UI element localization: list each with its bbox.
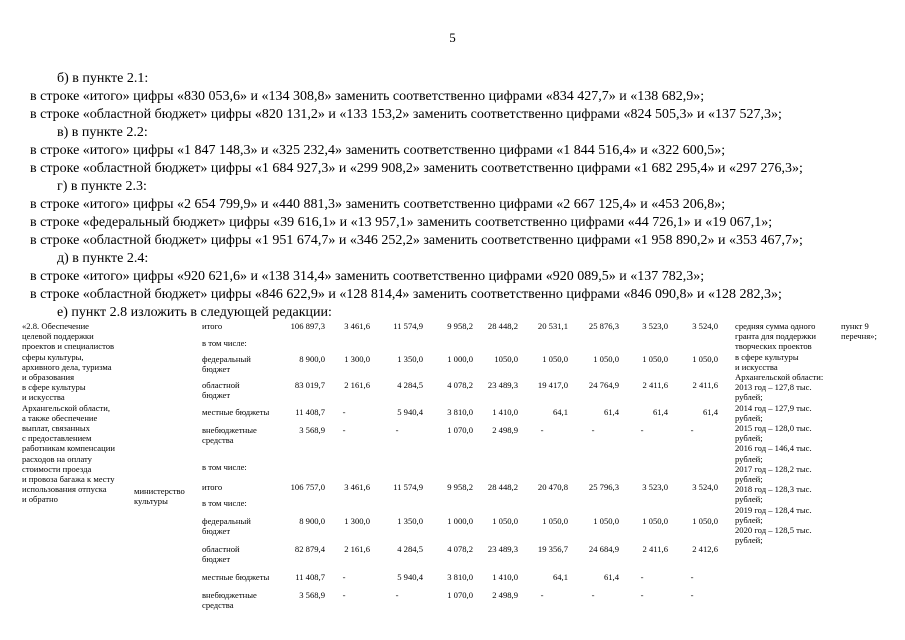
row-label: внебюджетные [202, 425, 257, 435]
amendment-line: в строке «итого» цифры «830 053,6» и «134 308,8» заменить соответственно цифрами «834 427,7» и «138 682,9»; [30, 89, 705, 104]
row-label: в том числе: [202, 498, 247, 508]
table-cell: 1 300,0 [344, 354, 370, 364]
item-title-line: выплат, связанных [22, 423, 90, 433]
table-cell: - [540, 425, 544, 435]
table-cell: 2 412,6 [692, 544, 718, 554]
table-cell: - [395, 590, 399, 600]
row-label: итого [202, 482, 223, 492]
reference-line: пункт 9 [841, 321, 869, 331]
table-cell: 1 050,0 [542, 516, 568, 526]
row-label: итого [202, 321, 223, 331]
table-cell: 1 050,0 [692, 354, 718, 364]
table-cell: 24 764,9 [588, 380, 619, 390]
table-cell: - [591, 590, 595, 600]
indicator-line: творческих проектов [735, 341, 812, 352]
indicator-line: рублей; [735, 453, 763, 464]
executor-line: министерство [134, 486, 185, 496]
indicator-line: средняя сумма одного [735, 321, 816, 331]
table-cell: 11 574,9 [393, 321, 423, 331]
item-title-line: архивного дела, туризма [22, 361, 112, 372]
row-label: областной [202, 380, 240, 390]
table-cell: 1 050,0 [642, 354, 668, 364]
row-label: бюджет [202, 364, 231, 375]
table-cell: 3 523,0 [642, 482, 668, 492]
item-title-line: и искусства [22, 392, 65, 403]
indicator-line: Архангельской области: [735, 372, 824, 382]
row-label: федеральный [202, 354, 251, 364]
table-cell: 3 524,0 [692, 482, 718, 492]
table-cell: 11 574,9 [393, 482, 423, 492]
table-cell: 64,1 [552, 572, 568, 582]
table-cell: 1 070,0 [447, 425, 473, 435]
table-cell: 106 897,3 [290, 321, 325, 331]
table-cell: 3 524,0 [692, 321, 718, 331]
indicator-line: 2017 год – 128,2 тыс. [735, 463, 812, 474]
table-cell: 1 050,0 [593, 516, 619, 526]
amendment-line: в) в пункте 2.2: [57, 125, 148, 140]
item-title-line: целевой поддержки [22, 331, 94, 342]
executor-line: культуры [134, 496, 168, 507]
amendment-line: в строке «итого» цифры «1 847 148,3» и «325 232,4» заменить соответственно цифрами «1 844 516,4» и «322 600,5»; [30, 143, 726, 158]
reference-line: перечня»; [841, 331, 877, 342]
item-title-line: сферы культуры, [22, 351, 84, 362]
item-title-line: с предоставлением [22, 433, 92, 444]
table-cell: 1 050,0 [492, 516, 518, 526]
table-cell: 2 161,6 [344, 544, 370, 554]
table-cell: 1 070,0 [447, 590, 473, 600]
table-cell: 61,4 [652, 407, 668, 417]
indicator-line: 2019 год – 128,4 тыс. [735, 504, 812, 515]
amendment-line: г) в пункте 2.3: [57, 179, 147, 194]
table-cell: - [640, 425, 644, 435]
indicator-line: 2020 год – 128,5 тыс. [735, 525, 812, 535]
table-cell: 20 470,8 [537, 482, 568, 492]
table-cell: 3 810,0 [447, 407, 473, 417]
table-cell: 4 284,5 [397, 380, 423, 390]
indicator-line: 2018 год – 128,3 тыс. [735, 484, 812, 495]
table-cell: 61,4 [603, 407, 619, 417]
amendment-line: в строке «итого» цифры «2 654 799,9» и «440 881,3» заменить соответственно цифрами «2 667 125,4» и «453 206,8»; [30, 197, 726, 212]
table-cell: - [690, 590, 694, 600]
table-cell: 3 568,9 [299, 590, 325, 600]
table-cell: - [690, 425, 694, 435]
table-cell: 8 900,0 [299, 354, 325, 364]
table-cell: - [690, 572, 694, 582]
table-cell: - [591, 425, 595, 435]
table-cell: 3 568,9 [299, 425, 325, 435]
row-label: бюджет [202, 526, 231, 537]
item-title-line: работникам компенсации [22, 443, 115, 454]
table-cell: 4 078,2 [447, 544, 473, 554]
amendment-line: в строке «областной бюджет» цифры «1 951 674,7» и «346 252,2» заменить соответственно цифрами «1 958 890,2» и «353 467,7»; [30, 233, 803, 248]
item-title-line: а также обеспечение [22, 412, 98, 423]
table-cell: 1 050,0 [642, 516, 668, 526]
indicator-line: рублей; [735, 433, 763, 444]
table-cell: 19 417,0 [537, 380, 568, 390]
table-cell: 1 050,0 [593, 354, 619, 364]
row-label: федеральный [202, 516, 251, 526]
table-cell: 1 000,0 [447, 354, 473, 364]
row-label: в том числе: [202, 338, 247, 348]
table-cell: - [342, 425, 346, 435]
table-cell: 1 350,0 [397, 516, 423, 526]
table-cell: 8 900,0 [299, 516, 325, 526]
amendment-line: в строке «областной бюджет» цифры «820 131,2» и «133 153,2» заменить соответственно цифрами «824 505,3» и «137 527,3»; [30, 107, 782, 122]
table-cell: 5 940,4 [397, 572, 423, 582]
table-cell: 28 448,2 [487, 321, 518, 331]
indicator-line: рублей; [735, 474, 763, 484]
table-cell: - [640, 590, 644, 600]
table-cell: 2 498,9 [492, 425, 518, 435]
row-label: бюджет [202, 390, 231, 401]
row-label: внебюджетные [202, 590, 257, 600]
table-cell: 3 461,6 [344, 482, 370, 492]
row-label: местные бюджеты [202, 407, 270, 417]
indicator-line: рублей; [735, 535, 763, 546]
indicator-line: рублей; [735, 514, 763, 525]
table-cell: - [342, 572, 346, 582]
table-cell: - [342, 590, 346, 600]
table-cell: - [640, 572, 644, 582]
table-cell: - [395, 425, 399, 435]
indicator-line: гранта для поддержки [735, 331, 817, 342]
indicator-line: в сфере культуры [735, 351, 799, 362]
table-cell: 1 000,0 [447, 516, 473, 526]
table-cell: 19 356,7 [537, 544, 568, 554]
amendment-line: в строке «итого» цифры «920 621,6» и «138 314,4» заменить соответственно цифрами «920 089,5» и «137 782,3»; [30, 269, 705, 284]
table-cell: 9 958,2 [447, 482, 473, 492]
table-cell: 1 050,0 [692, 516, 718, 526]
table-cell: 20 531,1 [537, 321, 568, 331]
table-cell: 11 408,7 [295, 407, 325, 417]
amendment-line: в строке «федеральный бюджет» цифры «39 616,1» и «13 957,1» заменить соответственно цифрами «44 726,1» и «19 067,1»; [30, 215, 773, 230]
indicator-line: 2016 год – 146,4 тыс. [735, 443, 812, 454]
table-cell: - [540, 590, 544, 600]
table-cell: 1 410,0 [492, 407, 518, 417]
indicator-line: рублей; [735, 412, 763, 423]
table-cell: 3 810,0 [447, 572, 473, 582]
table-cell: 64,1 [552, 407, 568, 417]
table-cell: 1 300,0 [344, 516, 370, 526]
table-cell: 4 284,5 [397, 544, 423, 554]
table-cell: 1 350,0 [397, 354, 423, 364]
amendment-line: б) в пункте 2.1: [57, 71, 149, 86]
row-label: средства [202, 435, 234, 446]
table-cell: 106 757,0 [290, 482, 325, 492]
indicator-line: и искусства [735, 361, 778, 372]
amendment-line: в строке «областной бюджет» цифры «1 684 927,3» и «299 908,2» заменить соответственно цифрами «1 682 295,4» и «297 276,3»; [30, 161, 803, 176]
row-label: областной [202, 544, 240, 554]
table-cell: 2 411,6 [642, 544, 668, 554]
amendment-line: е) пункт 2.8 изложить в следующей редакции: [57, 305, 332, 320]
table-cell: 5 940,4 [397, 407, 423, 417]
item-title-line: и образования [22, 372, 75, 382]
row-label: средства [202, 600, 234, 611]
table-cell: 2 498,9 [492, 590, 518, 600]
row-label: бюджет [202, 554, 231, 565]
table-cell: 1 410,0 [492, 572, 518, 582]
table-cell: 25 796,3 [588, 482, 619, 492]
table-cell: 2 411,6 [642, 380, 668, 390]
table-cell: 1050,0 [494, 354, 518, 364]
table-cell: 61,4 [603, 572, 619, 582]
row-label: местные бюджеты [202, 572, 270, 582]
item-title-line: и провоза багажа к месту [22, 474, 115, 484]
table-cell: 25 876,3 [588, 321, 619, 331]
table-cell: 11 408,7 [295, 572, 325, 582]
table-cell: 61,4 [702, 407, 718, 417]
item-title-line: в сфере культуры [22, 382, 86, 393]
table-cell: 23 489,3 [487, 380, 518, 390]
indicator-line: рублей; [735, 392, 763, 403]
row-label: в том числе: [202, 462, 247, 472]
item-title-line: и обратно [22, 494, 58, 505]
table-cell: 28 448,2 [487, 482, 518, 492]
table-cell: 1 050,0 [542, 354, 568, 364]
table-cell: 83 019,7 [294, 380, 325, 390]
table-cell: - [342, 407, 346, 417]
item-title-line: «2.8. Обеспечение [22, 321, 89, 331]
item-title-line: использования отпуска [22, 484, 107, 495]
item-title-line: расходов на оплату [22, 453, 92, 464]
indicator-line: 2015 год – 128,0 тыс. [735, 423, 812, 433]
table-cell: 3 461,6 [344, 321, 370, 331]
table-cell: 9 958,2 [447, 321, 473, 331]
indicator-line: 2014 год – 127,9 тыс. [735, 402, 812, 413]
item-title-line: стоимости проезда [22, 463, 92, 474]
indicator-line: 2013 год – 127,8 тыс. [735, 382, 812, 393]
indicator-line: рублей; [735, 494, 763, 505]
table-cell: 3 523,0 [642, 321, 668, 331]
item-title-line: проектов и специалистов [22, 341, 115, 352]
page-number: 5 [449, 30, 456, 45]
table-cell: 2 411,6 [692, 380, 718, 390]
amendment-line: д) в пункте 2.4: [57, 251, 149, 266]
table-cell: 2 161,6 [344, 380, 370, 390]
table-cell: 82 879,4 [294, 544, 325, 554]
table-cell: 4 078,2 [447, 380, 473, 390]
table-cell: 24 684,9 [588, 544, 619, 554]
table-cell: 23 489,3 [487, 544, 518, 554]
item-title-line: Архангельской области, [22, 402, 111, 413]
amendment-line: в строке «областной бюджет» цифры «846 622,9» и «128 814,4» заменить соответственно цифрами «846 090,8» и «128 282,3»; [30, 287, 782, 302]
